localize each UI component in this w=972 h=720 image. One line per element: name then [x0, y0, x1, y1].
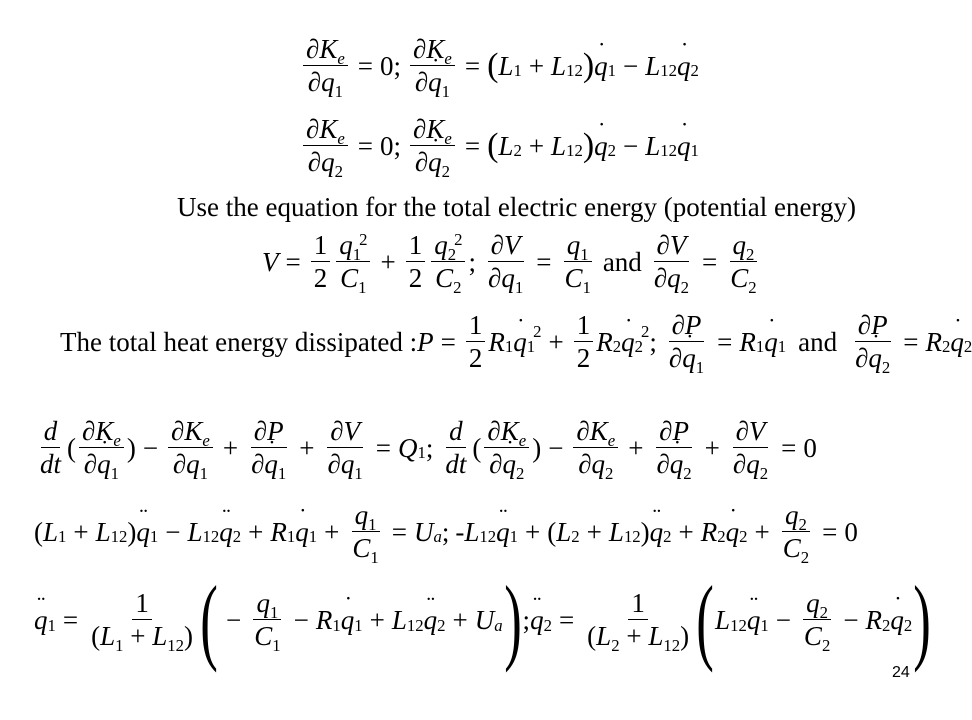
equation-ke-q1: $\frac{\partial K_e}{\partial q_1}$ = 0; $\frac{\partial K_e}{\partial q ˙_1}$ = ( L 1 + L 12 ) q ˙ 1 − L 12 q ˙ 2 — [300, 36, 699, 96]
and-text-1: and — [602, 246, 642, 277]
heat-text: The total heat energy dissipated : — [60, 326, 418, 357]
equation-heat: The total heat energy dissipated : P = $\frac{1}{2}$ R 1 q ˙ 1 2 + $\frac{1}{2}$ R 2 q ˙ 2 2 ; $\frac{\partial P}{\partial q ˙_1}$ = R 1 q ˙ 1 and $\frac{\partial P}{\partial q ˙_2}$ = R 2 q ˙ 2 — [60, 312, 972, 372]
equation-expanded: ( L 1 + L 12 ) q ¨ 1 − L 12 q ¨ 2 + R 1 q ˙ 1 + $\frac{q_1}{C_1}$ = U a ; - L 12 q ¨ 1 + ( L 2 + L 12 ) q ¨ 2 + R 2 q ˙ 2 + $\frac{q_2}{C_2}$ = 0 — [34, 502, 858, 562]
equation-ke-q2: $\frac{\partial K_e}{\partial q_2}$ = 0; $\frac{\partial K_e}{\partial q ˙_2}$ = ( L 2 + L 12 ) q ˙ 2 − L 12 q ˙ 1 — [300, 116, 699, 176]
and-text-2: and — [798, 326, 838, 357]
equation-solved: q ¨ 1 = $\frac{1}{(L_1 + L_{12})}$ ( − $\frac{q_1}{C_1}$ − R 1 q ˙ 1 + L 12 q ¨ 2 + U a ) ; q ¨ 2 = $\frac{1}{(L_2 + L_{12})}$ ( L 12 q ¨ 1 − $\frac{q_2}{C_2}$ − R 2 q ˙ 2 ) — [34, 582, 932, 659]
page-number: 24 — [892, 664, 910, 681]
equation-potential: V = $\frac{1}{2}$ $\frac{q_1^2}{C_1}$ + $\frac{1}{2}$ $\frac{q_2^2}{C_2}$ ; $\frac{\partial V}{\partial q_1}$ = $\frac{q_1}{C_1}$ and $\frac{\partial V}{\partial q_2}$ = $\frac{q_2}{C_2}$ — [262, 229, 757, 297]
equation-lagrange: $\frac{d}{dt}$ ( $\frac{\partial K_e}{\partial q ˙_1}$ ) − $\frac{\partial K_e}{\partial q_1}$ + $\frac{\partial P}{\partial q ˙_1}$ + $\frac{\partial V}{\partial q_1}$ = Q 1 ; $\frac{d}{dt}$ ( $\frac{\partial K_e}{\partial q ˙_2}$ ) − $\frac{\partial K_e}{\partial q_2}$ + $\frac{\partial P}{\partial q ˙_2}$ + $\frac{\partial V}{\partial q_2}$ = 0 — [34, 418, 817, 478]
intro-potential-text: Use the equation for the total electric energy (potential energy) — [177, 192, 856, 222]
